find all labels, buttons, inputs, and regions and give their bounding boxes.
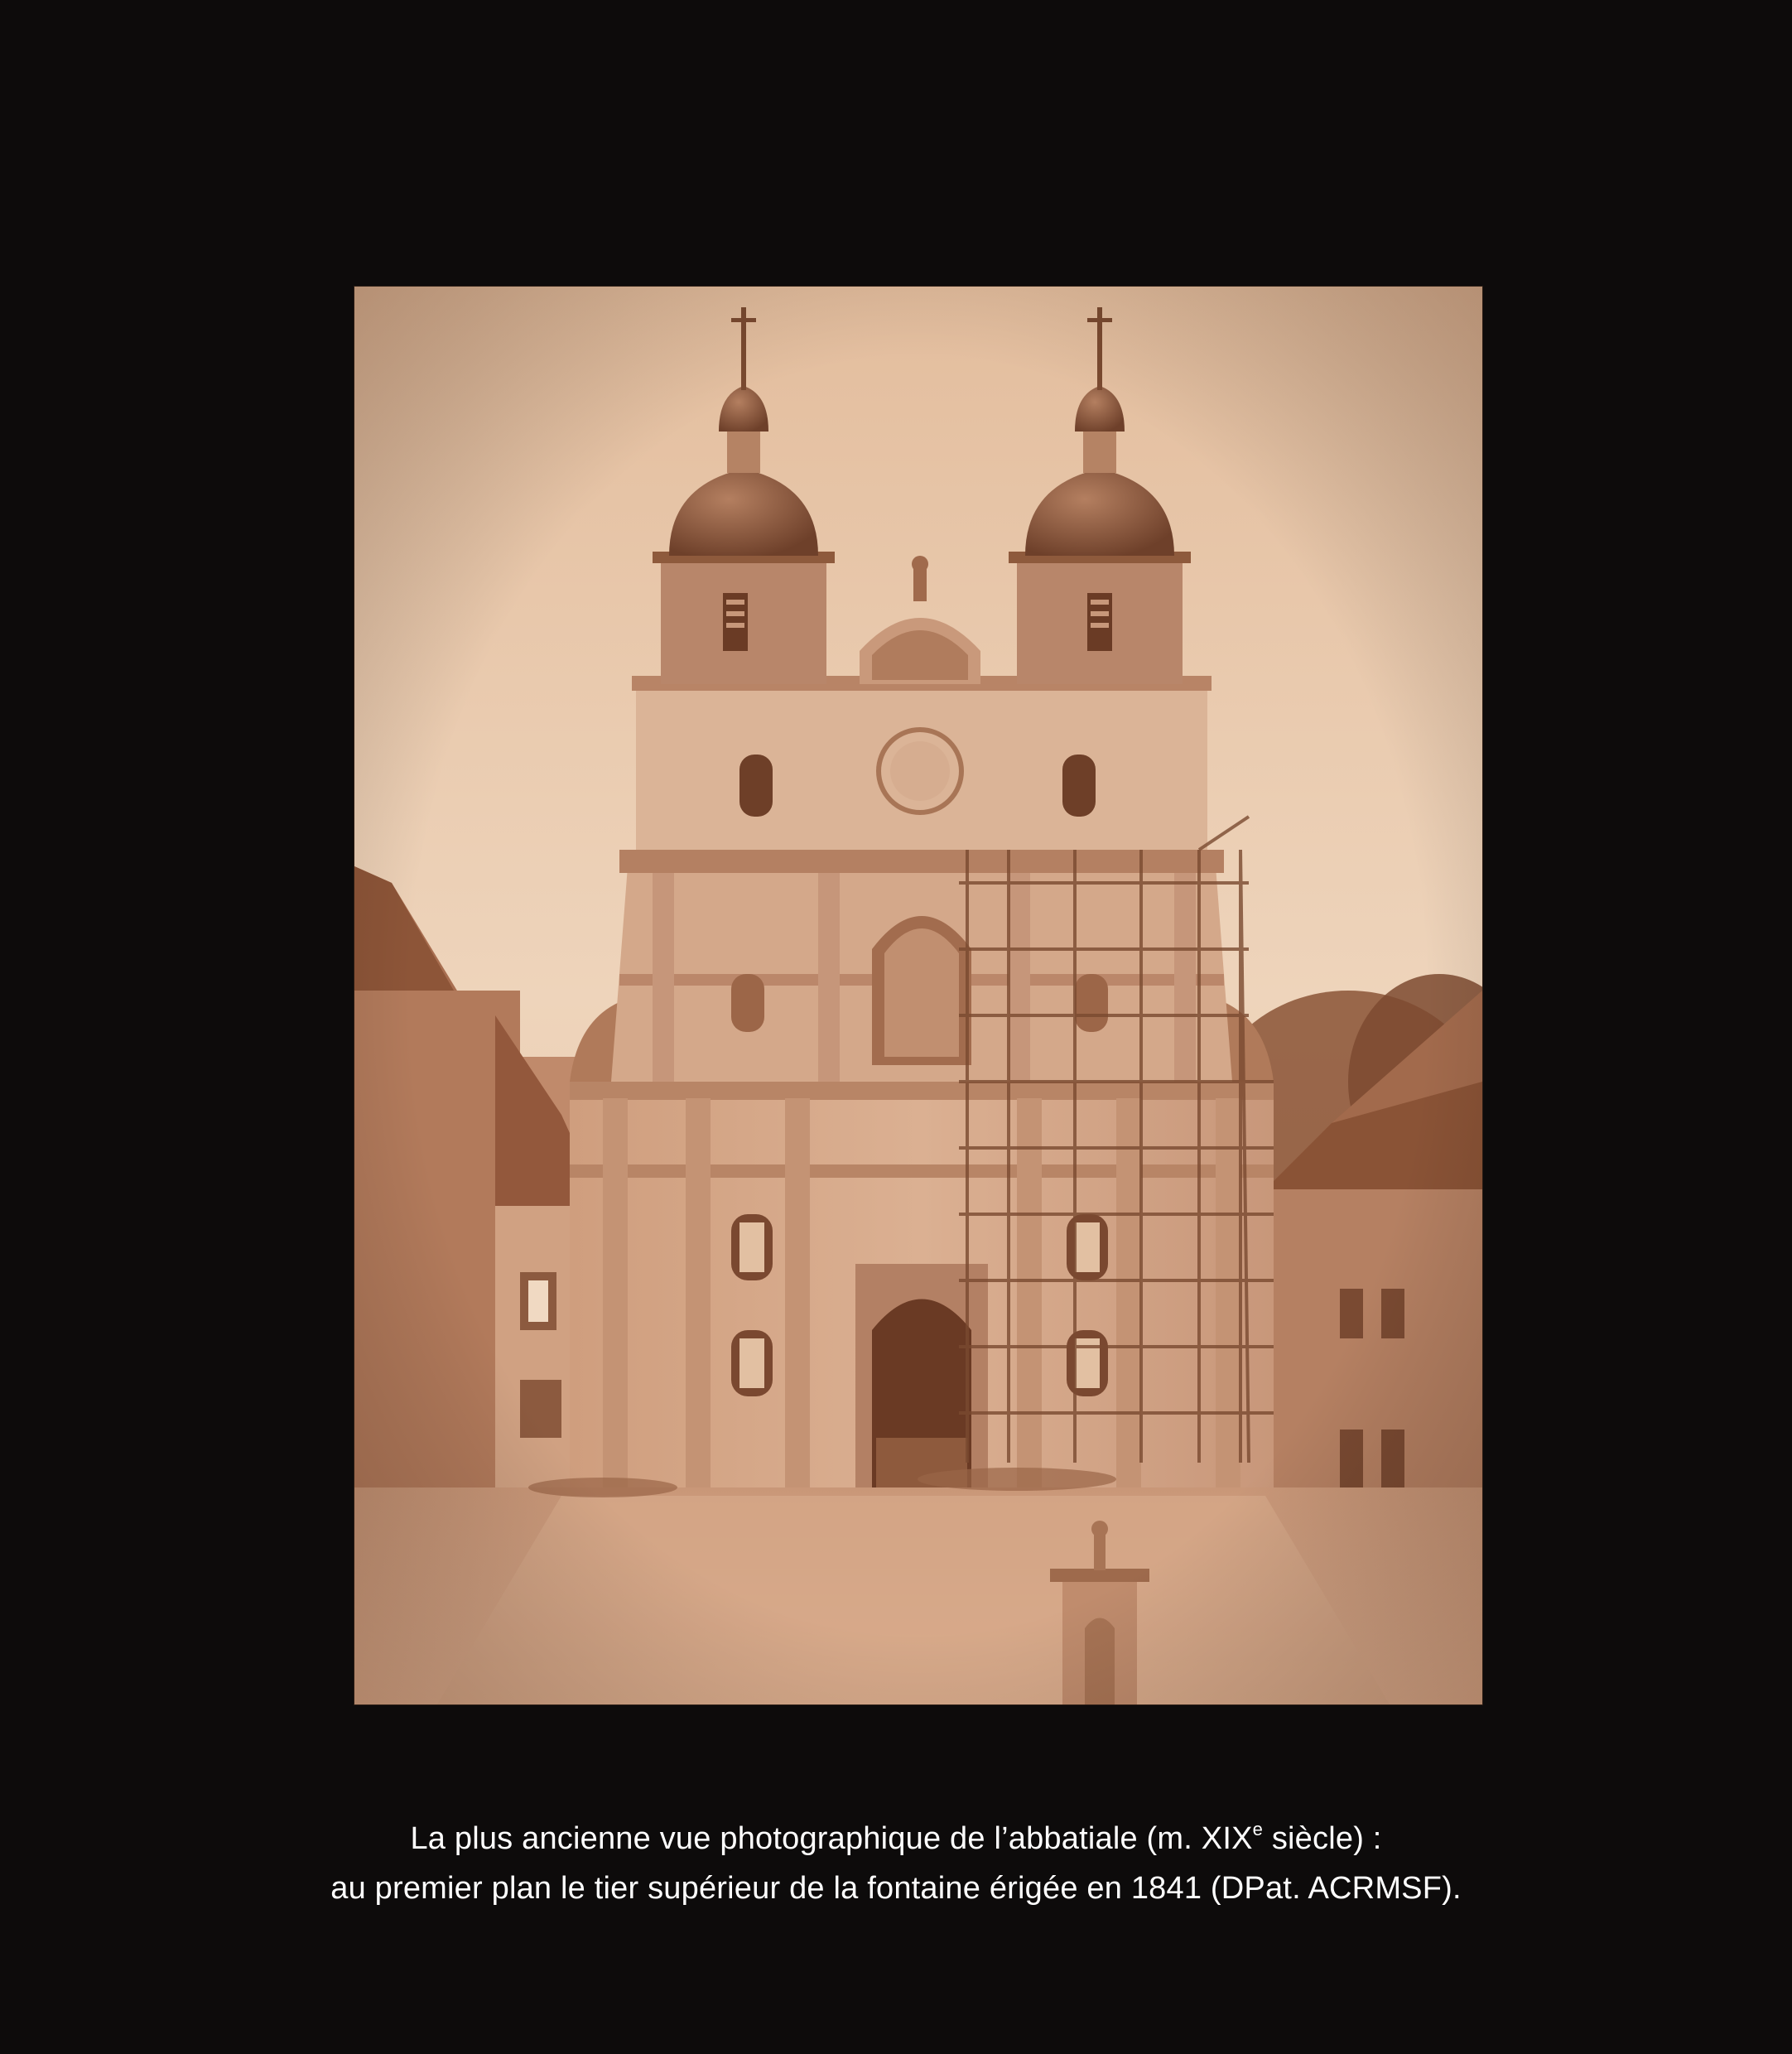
caption-line-1-end: siècle) :	[1263, 1821, 1382, 1856]
caption-line-2: au premier plan le tier supérieur de la fontaine érigée en 1841 (DPat. ACRMSF).	[330, 1871, 1462, 1906]
photo-caption	[0, 1814, 1792, 1913]
caption-line-1	[0, 1814, 1792, 1864]
caption-superscript: e	[1252, 1819, 1264, 1839]
historic-photograph	[354, 287, 1482, 1704]
abbey-church-photo	[354, 287, 1482, 1704]
caption-line-1-main: La plus ancienne vue photographique de l’abbatiale (m. XIX	[410, 1821, 1253, 1856]
